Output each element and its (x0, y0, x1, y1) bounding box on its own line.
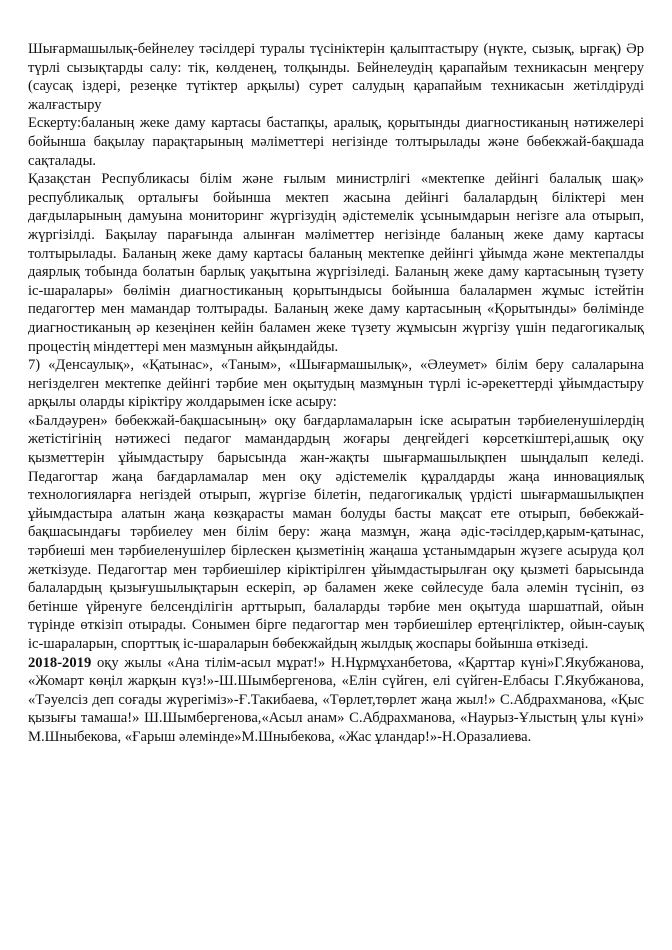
paragraph-monitoring: Қазақстан Республикасы білім және ғылым министрлігі «мектепке дейінгі балалық шақ» республикалық орталығы бойынша мектеп жасына дейінгі балалардың біліктері мен дағдыларының дамуына мониторинг жүргізудің әдістемелік ұсынымдарын негізге ала отырып, жүргізілді. Бақылау парағында алынған мәліметтер негізінде баланың жеке даму картасы толтырылады. Баланың жеке даму картасы баланың мектепке дейінгі ұйымда және мектепалды даярлық тобында болатын барлық уақытына жүргізіледі. Баланың жеке даму картасының түзету іс-шаралары» бөлімін диагностиканың қорытындысы бойынша балалармен жұмыс істейтін педагогтер мен мамандар толтырады. Баланың жеке даму картасының «Қорытынды» бөлімінде диагностиканың әр кезеңінен кейін баламен жеке түзету жұмысын жүргізу үшін педагогикалық процестің міндеттері мен мазмұнын айқындайды. (28, 171, 644, 355)
paragraph-events-2018-2019 (28, 654, 644, 747)
school-year-label: 2018-2019 (28, 654, 92, 671)
paragraph-education-areas: 7) «Денсаулық», «Қатынас», «Таным», «Шығармашылық», «Әлеумет» білім беру салаларына негізделген мектепке дейінгі тәрбие мен оқытудың мазмұнын түрлі іс-әрекеттерді ұйымдастыру арқылы оларды кіріктіру жолдарымен іске асыру: (28, 357, 644, 411)
paragraph-kindergarten-program: «Балдәурен» бөбекжай-бақшасының» оқу бағдарламаларын іске асыратын тәрбиеленушілердің жетістігінің нәтижесі педагог мамандардың жоғары деңгейдегі көрсеткіштері,ашық оқу қызметтерін ұйымдастыру барысында жан-жақты шығармашылықпен шыңдалып келеді. Педагогтар жаңа бағдарламалар мен оқу әдістемелік құралдарды жаңа инновациялық технологияларға негіздей отырып, жүргізе білетін, педагогикалық үрдісті шығармашылықпен ұйымдастыра алатын жаңа көзқарасты маман болуды басты мақсат ете отырып, бөбекжай-бақшасындағы тәрбиелеу мен білім беру: жаңа мазмұн, жаңа әдіс-тәсілдер,қарым-қатынас, тәрбиеші мен тәрбиеленушілер бірлескен қызметінің жаңаша ұстанымдарын жүзеге асыруда қол жеткізуде. Педагогтар мен тәрбиешілер кіріктірілген ұйымдастырылған оқу қызметі барысында балалардың қызығушылықтарын ескеріп, әр баламен жеке сөйлесуде бала әлемін түсініп, өз бетінше үйренуге белсенділігін арттырып, балаларды тәрбие мен оқытуда шаршатпай, ойын түрінде өткізіп отырады. Сонымен бірге педагогтар мен тәрбиешілер ертеңгіліктер, ойын-сауық іс-шараларын, спорттық іс-шараларын бөбекжайдың жылдық жоспары бойынша өткізеді. (28, 412, 644, 652)
document-page (28, 40, 644, 747)
paragraph-drawing-techniques: Шығармашылық-бейнелеу тәсілдері туралы түсініктерін қалыптастыру (нүкте, сызық, ырғақ) Әр түрлі сызықтарды салу: тік, көлденең, толқынды. Бейнелеудің қарапайым техникасын меңгеру (саусақ іздері, резеңке түтіктер арқылы) сурет салудың қарапайым техникасын жетілдіруді жалғастыру (28, 41, 644, 113)
paragraph-note: Ескерту:баланың жеке даму картасы бастапқы, аралық, қорытынды диагностиканың нәтижелері бойынша бақылау парақтарының мәліметтері негізінде толтырылады және бөбекжай-бақшада сақталады. (28, 115, 644, 169)
events-list-text: оқу жылы «Ана тілім-асыл мұрат!» Н.Нұрмұханбетова, «Қарттар күні»Г.Якубжанова, «Жомарт көңіл жарқын күз!»-Ш.Шымбергенова, «Елін сүйген, елі сүйген-Елбасы Г.Якубжанова, «Тәуелсіз деп соғады жүрегіміз»-Ғ.Такибаева, «Төрлет,төрлет жаңа жыл!» С.Абдрахманова, «Қыс қызығы тамаша!» Ш.Шымбергенова,«Асыл анам» С.Абдрахманова, «Наурыз-Ұлыстың ұлы күні» М.Шныбекова, «Ғарыш әлемінде»М.Шныбекова, «Жас ұландар!»-Н.Оразалиева. (28, 654, 644, 745)
